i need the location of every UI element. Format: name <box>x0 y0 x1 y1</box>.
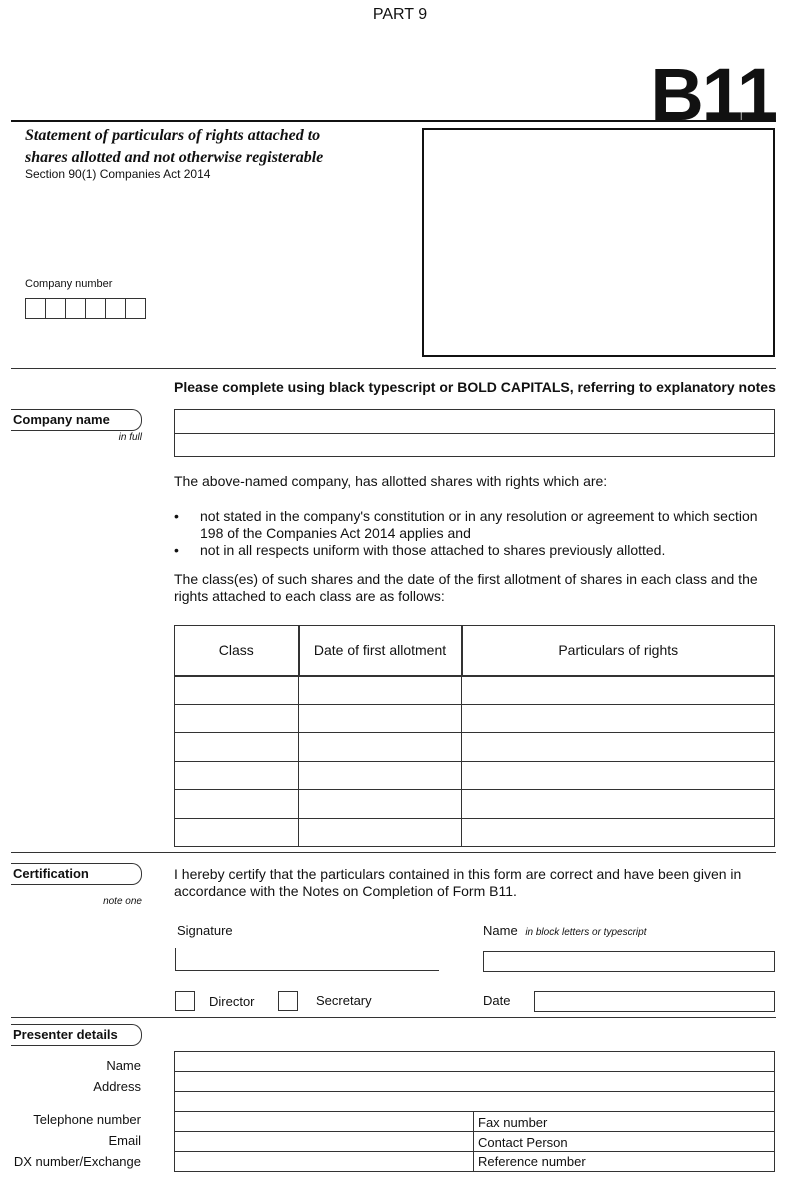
particulars-cell[interactable] <box>462 676 775 705</box>
presenter-contact-cell[interactable] <box>473 1131 775 1152</box>
name-hint: in block letters or typescript <box>525 927 647 938</box>
presenter-telephone-field[interactable] <box>174 1111 474 1132</box>
company-number-digit[interactable] <box>86 299 106 318</box>
column-header-particulars: Particulars of rights <box>462 626 775 676</box>
statement-closing <box>174 571 758 605</box>
particulars-cell[interactable] <box>462 704 775 733</box>
name-label-group <box>483 923 646 938</box>
presenter-address-field-line2[interactable] <box>174 1091 775 1112</box>
statement-closing-line2: rights attached to each class are as follows: <box>174 588 445 604</box>
company-number-field[interactable] <box>25 298 146 319</box>
office-stamp-box <box>422 128 775 357</box>
director-checkbox[interactable] <box>175 991 195 1011</box>
certification-note: note one <box>103 896 142 907</box>
date-cell[interactable] <box>299 733 462 762</box>
bullet-symbol: • <box>174 542 179 558</box>
class-cell[interactable] <box>175 676 299 705</box>
secretary-label: Secretary <box>316 993 372 1008</box>
form-subtitle: Section 90(1) Companies Act 2014 <box>25 167 211 181</box>
section-divider <box>11 1017 776 1018</box>
particulars-cell[interactable] <box>462 761 775 790</box>
date-cell[interactable] <box>299 761 462 790</box>
director-label: Director <box>209 994 255 1009</box>
particulars-cell[interactable] <box>462 790 775 819</box>
class-cell[interactable] <box>175 790 299 819</box>
signature-label: Signature <box>177 923 233 938</box>
rights-table-header-row <box>175 626 775 676</box>
form-title-line1: Statement of particulars of rights attached to <box>25 127 321 144</box>
date-cell[interactable] <box>299 676 462 705</box>
presenter-reference-cell[interactable] <box>473 1151 775 1172</box>
table-row <box>175 676 775 705</box>
date-cell[interactable] <box>299 818 462 847</box>
statement-intro: The above-named company, has allotted shares with rights which are: <box>174 473 608 489</box>
company-number-label: Company number <box>25 278 113 290</box>
presenter-contact-label: Contact Person <box>478 1135 568 1150</box>
table-row <box>175 790 775 819</box>
presenter-fax-label: Fax number <box>478 1115 548 1130</box>
company-number-digit[interactable] <box>66 299 86 318</box>
presenter-dx-label: DX number/Exchange <box>13 1154 141 1169</box>
presenter-email-label: Email <box>108 1133 141 1148</box>
part-label: PART 9 <box>372 6 428 23</box>
company-number-digit[interactable] <box>106 299 126 318</box>
table-row <box>175 761 775 790</box>
certification-text-line1: I hereby certify that the particulars contained in this form are correct and have been given in <box>174 866 742 882</box>
date-field[interactable] <box>534 991 775 1012</box>
form-code: B11 <box>650 53 776 136</box>
presenter-details-tab: Presenter details <box>11 1024 142 1046</box>
company-name-note: in full <box>118 432 142 443</box>
class-cell[interactable] <box>175 704 299 733</box>
presenter-fax-cell[interactable] <box>473 1111 775 1132</box>
bullet-symbol: • <box>174 508 179 524</box>
presenter-dx-field[interactable] <box>174 1151 474 1172</box>
presenter-address-label: Address <box>93 1079 141 1094</box>
section-divider <box>11 368 776 369</box>
table-row <box>175 733 775 762</box>
instructions-text: Please complete using black typescript or BOLD CAPITALS, referring to explanatory notes <box>174 379 776 395</box>
date-cell[interactable] <box>299 704 462 733</box>
presenter-reference-label: Reference number <box>478 1154 586 1169</box>
company-number-digit[interactable] <box>46 299 66 318</box>
table-row <box>175 818 775 847</box>
particulars-cell[interactable] <box>462 818 775 847</box>
company-name-tab: Company name <box>11 409 142 431</box>
secretary-checkbox[interactable] <box>278 991 298 1011</box>
certification-text-line2: accordance with the Notes on Completion of Form B11. <box>174 883 517 899</box>
column-header-class: Class <box>175 626 299 676</box>
company-name-field-line2[interactable] <box>174 433 775 457</box>
form-title <box>25 125 323 169</box>
bullet-item-1-line1: not stated in the company's constitution or in any resolution or agreement to which section <box>200 508 758 524</box>
date-label: Date <box>483 993 511 1008</box>
class-cell[interactable] <box>175 761 299 790</box>
form-title-line2: shares allotted and not otherwise registerable <box>25 149 324 166</box>
presenter-name-label: Name <box>106 1058 141 1073</box>
statement-closing-line1: The class(es) of such shares and the date of the first allotment of shares in each class and the <box>174 571 758 587</box>
company-number-digit[interactable] <box>126 299 145 318</box>
column-header-date: Date of first allotment <box>299 626 462 676</box>
header-rule <box>11 120 776 122</box>
name-field[interactable] <box>483 951 775 972</box>
signature-field[interactable] <box>175 948 439 971</box>
presenter-name-field[interactable] <box>174 1051 775 1072</box>
certification-tab: Certification <box>11 863 142 885</box>
table-row <box>175 704 775 733</box>
presenter-email-field[interactable] <box>174 1131 474 1152</box>
date-cell[interactable] <box>299 790 462 819</box>
name-label: Name <box>483 923 518 938</box>
bullet-item-1-line2: 198 of the Companies Act 2014 applies and <box>200 525 471 541</box>
class-cell[interactable] <box>175 733 299 762</box>
bullet-item-1 <box>200 508 758 542</box>
bullet-item-2: not in all respects uniform with those attached to shares previously allotted. <box>200 542 666 558</box>
company-number-digit[interactable] <box>26 299 46 318</box>
section-divider <box>11 852 776 853</box>
presenter-telephone-label: Telephone number <box>33 1112 141 1127</box>
particulars-cell[interactable] <box>462 733 775 762</box>
company-name-field-line1[interactable] <box>174 409 775 434</box>
rights-table <box>174 625 775 847</box>
class-cell[interactable] <box>175 818 299 847</box>
presenter-address-field-line1[interactable] <box>174 1071 775 1092</box>
certification-text <box>174 866 741 900</box>
